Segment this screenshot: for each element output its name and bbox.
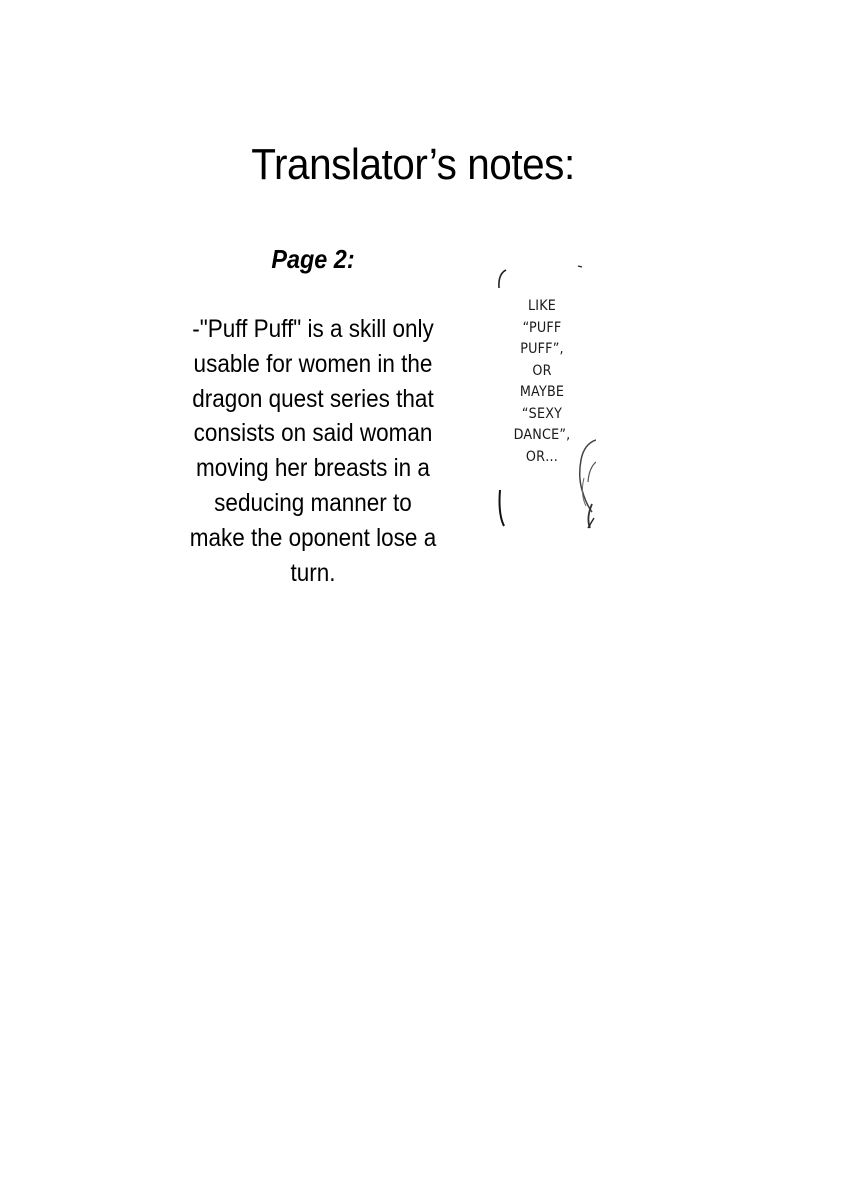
page-title: Translator’s notes:	[251, 140, 575, 189]
section-heading: Page 2:	[271, 244, 355, 274]
manga-panel-image	[492, 264, 596, 530]
speech-bubble-text: LIKE “PUFF PUFF”, OR MAYBE “SEXY DANCE”, OR…	[513, 298, 571, 465]
translator-note: -"Puff Puff" is a skill only usable for women in the dragon quest series that consists on said woman moving her breasts in a seducing manner to make the oponent lose a turn.	[189, 315, 437, 587]
